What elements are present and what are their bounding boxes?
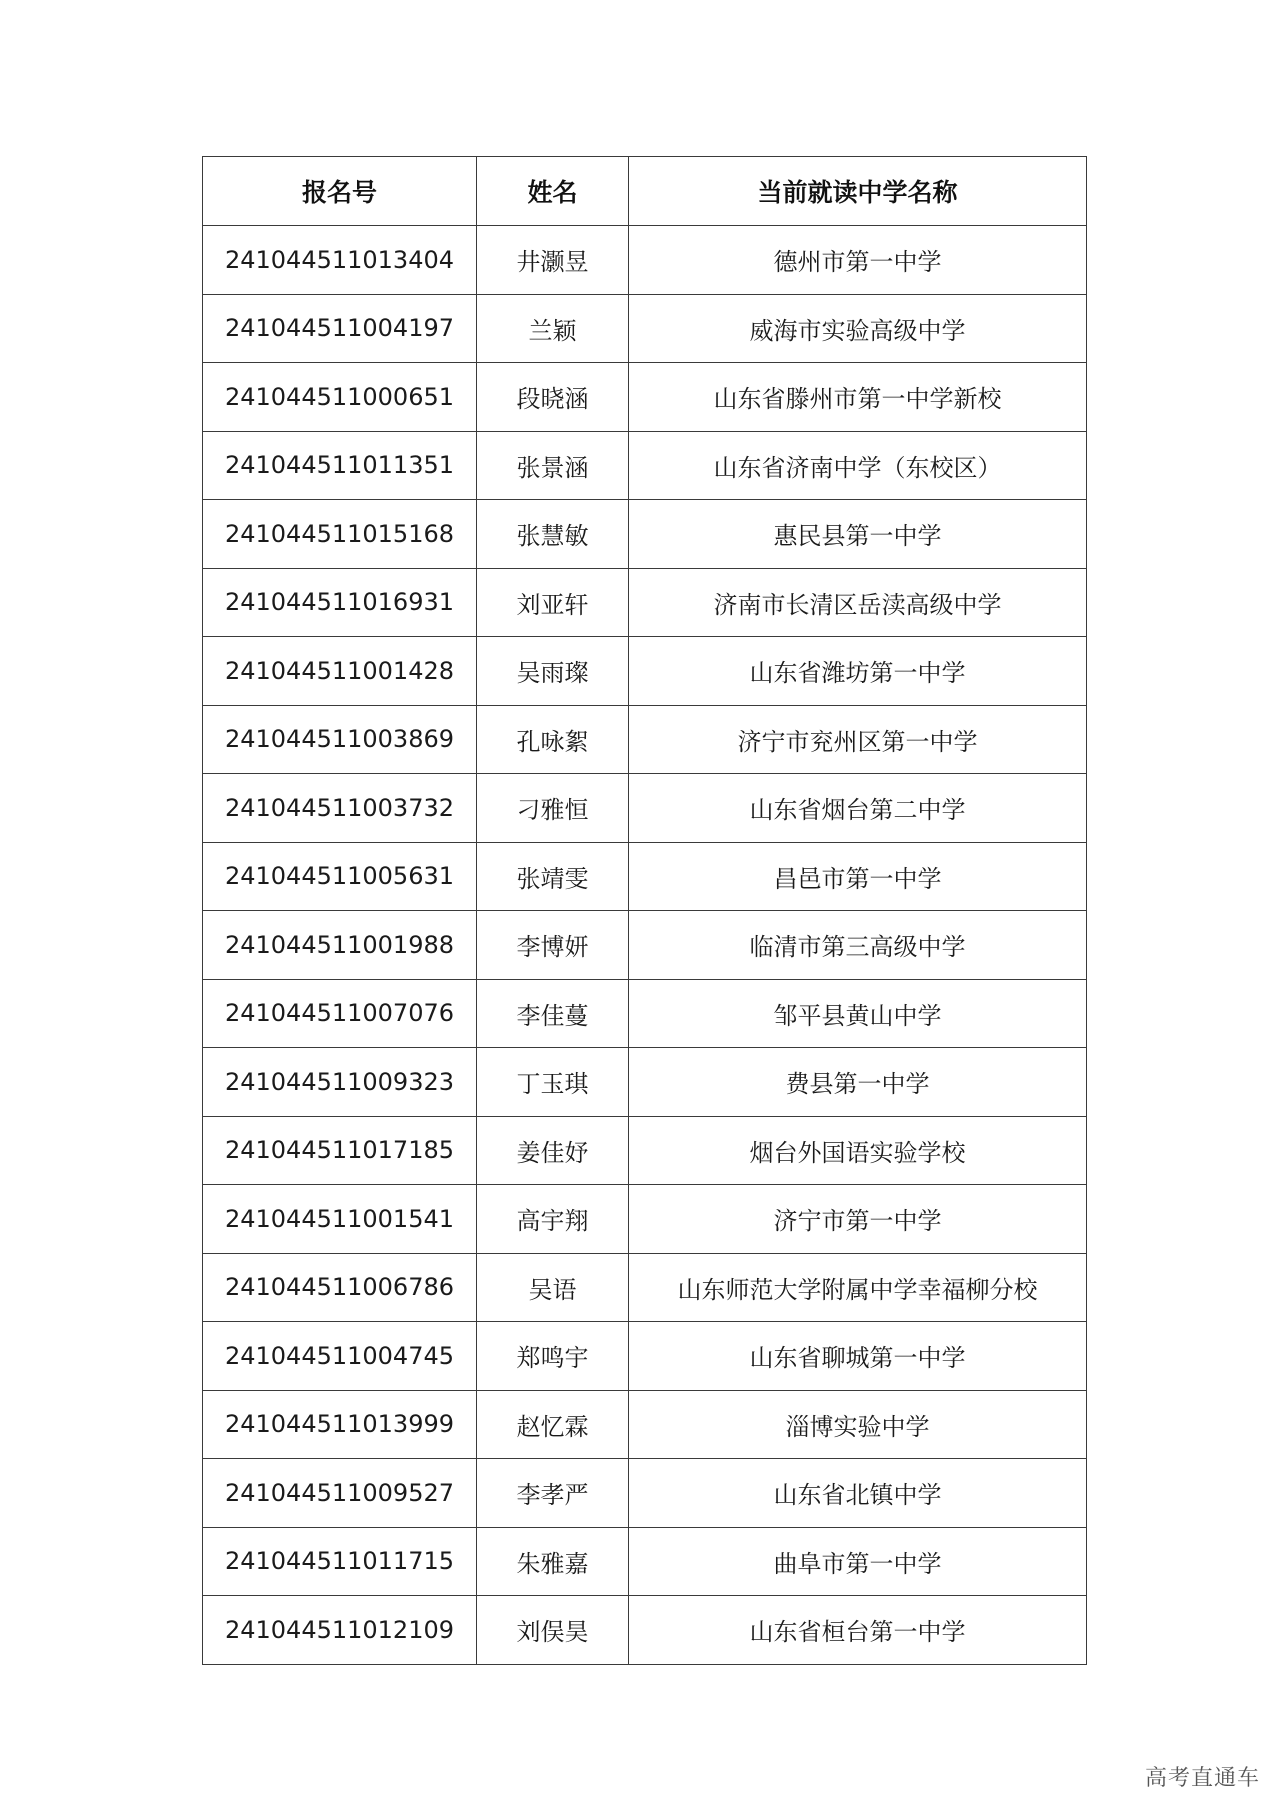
cell-school-name: 费县第一中学 [629,1048,1087,1117]
header-name: 姓名 [477,157,629,226]
cell-registration-number: 241044511015168 [203,500,477,569]
cell-school-name: 威海市实验高级中学 [629,294,1087,363]
admission-list-table [202,156,1087,1665]
cell-name: 李博妍 [477,911,629,980]
table-row [203,1390,1087,1459]
cell-school-name: 山东省济南中学（东校区） [629,431,1087,500]
table-row [203,979,1087,1048]
cell-school-name: 山东省烟台第二中学 [629,774,1087,843]
table-header-row [203,157,1087,226]
cell-name: 刘俣昊 [477,1596,629,1665]
table-row [203,774,1087,843]
table-row [203,1459,1087,1528]
cell-name: 吴雨璨 [477,637,629,706]
cell-registration-number: 241044511001428 [203,637,477,706]
cell-school-name: 山东省聊城第一中学 [629,1322,1087,1391]
cell-registration-number: 241044511016931 [203,568,477,637]
table-row [203,1048,1087,1117]
cell-school-name: 山东省潍坊第一中学 [629,637,1087,706]
cell-name: 郑鸣宇 [477,1322,629,1391]
cell-school-name: 山东省滕州市第一中学新校 [629,363,1087,432]
table-row [203,363,1087,432]
cell-registration-number: 241044511007076 [203,979,477,1048]
cell-name: 张景涵 [477,431,629,500]
cell-name: 赵忆霖 [477,1390,629,1459]
cell-name: 刘亚轩 [477,568,629,637]
cell-registration-number: 241044511004745 [203,1322,477,1391]
cell-registration-number: 241044511012109 [203,1596,477,1665]
cell-school-name: 济南市长清区岳渎高级中学 [629,568,1087,637]
table-row [203,1253,1087,1322]
cell-name: 张靖雯 [477,842,629,911]
cell-school-name: 烟台外国语实验学校 [629,1116,1087,1185]
cell-name: 高宇翔 [477,1185,629,1254]
cell-name: 兰颖 [477,294,629,363]
cell-registration-number: 241044511003732 [203,774,477,843]
cell-name: 吴语 [477,1253,629,1322]
table-row [203,842,1087,911]
cell-school-name: 临清市第三高级中学 [629,911,1087,980]
table-row [203,226,1087,295]
cell-school-name: 山东师范大学附属中学幸福柳分校 [629,1253,1087,1322]
cell-school-name: 惠民县第一中学 [629,500,1087,569]
cell-registration-number: 241044511011715 [203,1527,477,1596]
cell-registration-number: 241044511006786 [203,1253,477,1322]
cell-school-name: 曲阜市第一中学 [629,1527,1087,1596]
cell-registration-number: 241044511013999 [203,1390,477,1459]
cell-name: 孔咏絮 [477,705,629,774]
cell-name: 丁玉琪 [477,1048,629,1117]
table-row [203,705,1087,774]
watermark-text: 高考直通车 [1144,1766,1260,1791]
cell-school-name: 济宁市兖州区第一中学 [629,705,1087,774]
cell-name: 姜佳妤 [477,1116,629,1185]
cell-school-name: 邹平县黄山中学 [629,979,1087,1048]
cell-name: 李孝严 [477,1459,629,1528]
cell-school-name: 山东省桓台第一中学 [629,1596,1087,1665]
cell-registration-number: 241044511009323 [203,1048,477,1117]
cell-name: 段晓涵 [477,363,629,432]
cell-registration-number: 241044511009527 [203,1459,477,1528]
header-registration-number: 报名号 [203,157,477,226]
cell-registration-number: 241044511001988 [203,911,477,980]
table-row [203,1322,1087,1391]
table-row [203,1596,1087,1665]
table-row [203,1527,1087,1596]
cell-registration-number: 241044511011351 [203,431,477,500]
cell-name: 朱雅嘉 [477,1527,629,1596]
header-school-name: 当前就读中学名称 [629,157,1087,226]
cell-registration-number: 241044511003869 [203,705,477,774]
cell-registration-number: 241044511013404 [203,226,477,295]
table-row [203,568,1087,637]
cell-school-name: 德州市第一中学 [629,226,1087,295]
cell-registration-number: 241044511005631 [203,842,477,911]
cell-school-name: 昌邑市第一中学 [629,842,1087,911]
cell-school-name: 山东省北镇中学 [629,1459,1087,1528]
admission-list-sheet [202,156,1086,1665]
cell-registration-number: 241044511000651 [203,363,477,432]
table-row [203,1116,1087,1185]
cell-registration-number: 241044511001541 [203,1185,477,1254]
table-row [203,500,1087,569]
table-row [203,911,1087,980]
cell-name: 张慧敏 [477,500,629,569]
table-row [203,1185,1087,1254]
table-row [203,431,1087,500]
cell-name: 井灏昱 [477,226,629,295]
table-row [203,637,1087,706]
cell-school-name: 淄博实验中学 [629,1390,1087,1459]
cell-registration-number: 241044511004197 [203,294,477,363]
table-row [203,294,1087,363]
cell-name: 李佳蔓 [477,979,629,1048]
cell-name: 刁雅恒 [477,774,629,843]
cell-school-name: 济宁市第一中学 [629,1185,1087,1254]
cell-registration-number: 241044511017185 [203,1116,477,1185]
